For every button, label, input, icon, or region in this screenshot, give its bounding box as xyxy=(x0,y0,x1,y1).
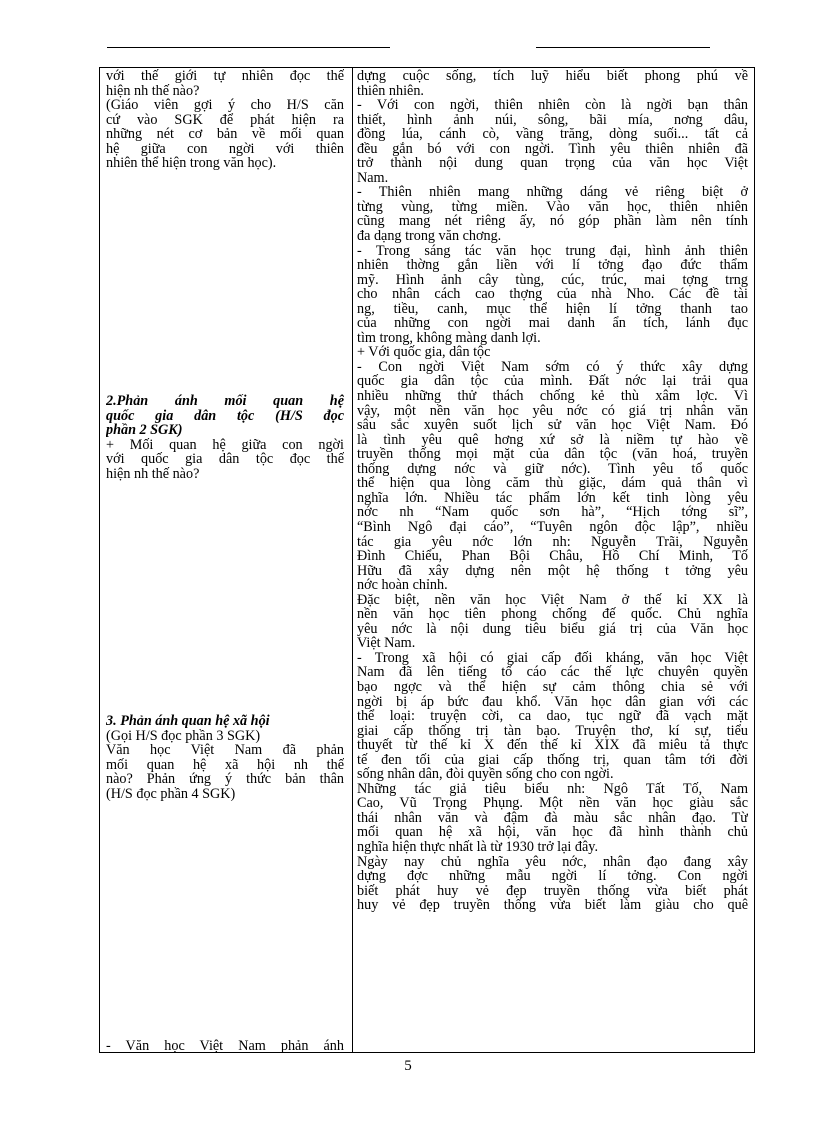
text-line: đa dạng trong văn chơng. xyxy=(357,229,502,244)
text-line: (Giáo viên gợi ý cho H/S căn xyxy=(106,98,344,113)
text-line: Nam. xyxy=(357,170,389,186)
text-line: nhiên thể hiện trong văn học). xyxy=(106,156,277,171)
text-line: của những con ngời mai danh ẩn tích, lánh đục xyxy=(357,316,748,331)
text-line: thái nhân văn và đậm đà màu sắc nhân đạo. Từ xyxy=(357,810,748,826)
text-line: giai cấp thống trị tàn bạo. Truyện thơ, kí sự, tiểu xyxy=(357,723,748,739)
text-line: Văn học Việt Nam đã phản xyxy=(106,743,344,758)
text-line: hệ giữa con ngời với thiên xyxy=(106,141,344,157)
text-line: (H/S đọc phần 4 SGK) xyxy=(106,786,236,802)
text-line: - Văn học Việt Nam phản ánh xyxy=(106,1039,344,1053)
right-column xyxy=(357,69,748,913)
text-line: từng vùng, từng miền. Vào văn học, thiên nhiên xyxy=(357,199,748,215)
text-line: cho nhân cách cao thợng của nhà Nho. Các đề tài xyxy=(357,287,748,302)
text-line: đều gắn bó với con ngời. Tình yêu thiên nhiên đã xyxy=(357,141,748,157)
section-2-heading: phần 2 SGK) xyxy=(106,423,183,438)
section-3 xyxy=(106,714,344,801)
text-line: - Con ngời Việt Nam sớm có ý thức xây dựng xyxy=(357,359,748,375)
header-rule-left xyxy=(107,47,390,48)
text-line: nền văn học tiên phong chống đế quốc. Chủ nghĩa xyxy=(357,607,748,622)
text-line: nớc nh “Nam quốc sơn hà”, “Hịch tớng sĩ”, xyxy=(357,505,748,520)
text-line: với thế giới tự nhiên đọc thế xyxy=(106,69,344,84)
column-divider xyxy=(352,68,353,1052)
text-line: tác gia yêu nớc lớn nh: Nguyễn Trãi, Nguyễn xyxy=(357,534,748,550)
left-last-line xyxy=(106,1039,344,1053)
text-line: truyền thống mọi mặt của dân tộc (văn hoá, truyền xyxy=(357,447,748,462)
section-2 xyxy=(106,394,344,481)
text-line: nhiều những thử thách chống kẻ thù xâm lợc. Vì xyxy=(357,389,748,404)
text-line: cũng mang nét riêng ấy, nó góp phần làm nên tính xyxy=(357,214,748,230)
text-line: + Mối quan hệ giữa con ngời xyxy=(106,437,344,453)
text-line: hiện nh thế nào? xyxy=(106,466,200,482)
text-line: tìm trong, không màng danh lợi. xyxy=(357,330,541,346)
text-line: nghĩa hiện thực nhất là từ 1930 trở lại đây. xyxy=(357,839,599,855)
text-line: Đặc biệt, nền văn học Việt Nam ở thế kỉ XX là xyxy=(357,592,748,608)
text-line: sống nhân dân, đòi quyền sống cho con ngời. xyxy=(357,767,614,782)
text-line: ng, tiều, canh, mục thể hiện lí tởng thanh tao xyxy=(357,301,748,317)
text-line: Những tác giả tiêu biểu nh: Ngô Tất Tố, Nam xyxy=(357,781,748,797)
text-line: tế đen tối của giai cấp thống trị, quan tâm tới đời xyxy=(357,752,748,768)
text-line: huy vẻ đẹp truyền thống vừa biết làm giàu cho quê xyxy=(357,898,748,913)
text-line: với quốc gia dân tộc đọc thế xyxy=(106,452,344,467)
text-line: nghĩa lớn. Nhiều tác phẩm lớn kết tinh lòng yêu xyxy=(357,490,748,506)
text-line: thể loại: truyện cời, ca dao, tục ngữ đã vạch mặt xyxy=(357,709,748,724)
text-line: Việt Nam. xyxy=(357,636,416,651)
text-line: Ngày nay chủ nghĩa yêu nớc, nhân đạo đang xây xyxy=(357,854,748,870)
text-line: vậy, một nền văn học yêu nớc có giá trị nhân văn xyxy=(357,403,748,419)
text-line: “Bình Ngô đại cáo”, “Tuyên ngôn độc lập”, nhiều xyxy=(357,519,748,535)
text-line: thuyết từ thế kỉ X đến thế kỉ XIX đã miêu tả thực xyxy=(357,738,748,753)
section-3-heading: 3. Phản ánh quan hệ xã hội xyxy=(106,714,270,729)
text-line: đồng lúa, cánh cò, vầng trăng, dòng suối... tất cả xyxy=(357,127,748,142)
header-rule-right xyxy=(536,47,710,48)
text-line: mỹ. Hình ảnh cây tùng, cúc, trúc, mai tợng trng xyxy=(357,272,748,288)
text-line: Hữu đã xây dựng nên một hệ thống t tởng yêu xyxy=(357,563,748,579)
text-line: là tình yêu quê hơng xứ sở là niềm tự hào về xyxy=(357,432,748,448)
text-line: (Gọi H/S đọc phần 3 SGK) xyxy=(106,728,261,744)
content-table xyxy=(99,67,755,1053)
text-line: + Với quốc gia, dân tộc xyxy=(357,345,491,360)
section-2-heading: quốc gia dân tộc (H/S đọc xyxy=(106,408,344,424)
text-line: mối quan hệ xã hội nh thế xyxy=(106,757,344,773)
text-line: biết phát huy vẻ đẹp truyền thống vừa biết phát xyxy=(357,883,748,899)
text-line: Cao, Vũ Trọng Phụng. Một nền văn học giàu sắc xyxy=(357,796,748,811)
page-number: 5 xyxy=(404,1058,412,1074)
text-line: - Thiên nhiên mang những dáng vẻ riêng biệt ở xyxy=(357,185,748,200)
text-line: bạo ngợc và thể hiện sự cảm thông chia sẻ với xyxy=(357,679,748,695)
text-line: thiên nhiên. xyxy=(357,83,424,99)
text-line: dựng cuộc sống, tích luỹ hiểu biết phong phú về xyxy=(357,69,748,84)
text-line: thiết, hình ảnh núi, sông, bãi mía, nơng dâu, xyxy=(357,112,748,128)
text-line: nào? Phản ứng ý thức bản thân xyxy=(106,772,344,787)
text-line: nớc hoàn chỉnh. xyxy=(357,578,448,593)
text-line: Nam đã lên tiếng tố cáo các thế lực chuyên quyền xyxy=(357,665,748,680)
section-2-heading: 2.Phản ánh mối quan hệ xyxy=(106,394,344,409)
text-line: - Trong xã hội có giai cấp đối kháng, văn học Việt xyxy=(357,650,748,666)
text-line: - Với con ngời, thiên nhiên còn là ngời bạn thân xyxy=(357,98,748,113)
text-line: hiện nh thế nào? xyxy=(106,83,200,99)
text-line: ngời bị áp bức đau khổ. Văn học dân gian với các xyxy=(357,694,748,710)
left-intro xyxy=(106,69,344,171)
text-line: thống dựng nớc và giữ nớc). Tình yêu tổ quốc xyxy=(357,461,748,477)
text-line: thể hiện qua lòng căm thù giặc, dám quả thân vì xyxy=(357,476,748,491)
text-line: - Trong sáng tác văn học trung đại, hình ảnh thiên xyxy=(357,243,748,259)
text-line: những nét cơ bản về mối quan xyxy=(106,127,344,142)
text-line: dựng đợc những mẫu ngời lí tởng. Con ngời xyxy=(357,869,748,884)
text-line: nhiên thờng gắn liền với lí tởng đạo đức thẩm xyxy=(357,258,748,273)
text-line: yêu nớc là nội dung tiêu biểu giá trị của Văn học xyxy=(357,621,748,637)
text-line: mối quan hệ xã hội, văn học đã hình thành chủ xyxy=(357,825,748,840)
text-line: quốc gia dân tộc của mình. Đất nớc lại trải qua xyxy=(357,374,748,390)
text-line: sâu sắc xuyên suốt lịch sử văn học Việt Nam. Đó xyxy=(357,418,748,433)
text-line: Đình Chiểu, Phan Bội Châu, Hồ Chí Minh, Tố xyxy=(357,549,748,564)
text-line: cứ vào SGK để phát hiện ra xyxy=(106,112,344,128)
text-line: trở thành nội dung quan trọng của văn học Việt xyxy=(357,156,748,171)
